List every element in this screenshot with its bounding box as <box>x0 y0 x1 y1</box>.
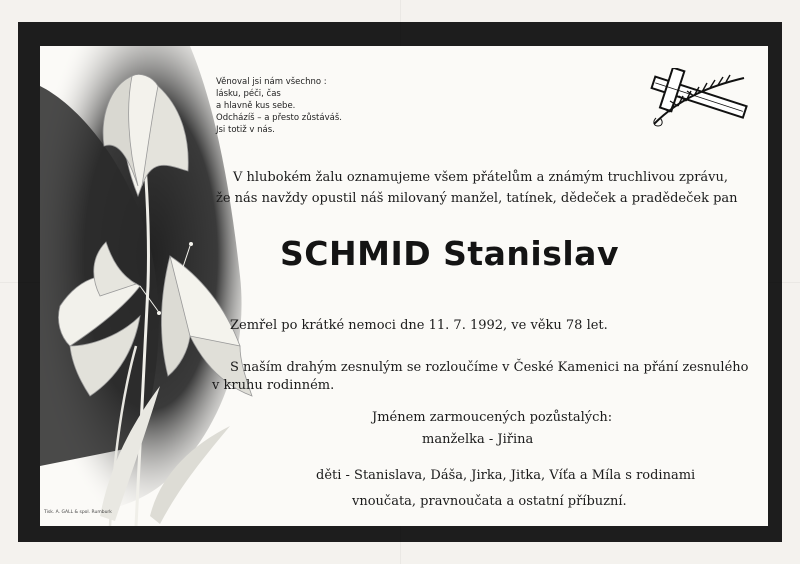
deceased-name: SCHMID Stanislav <box>280 234 619 273</box>
mourners-intro: Jménem zarmoucených pozůstalých: <box>372 410 613 425</box>
poem <box>216 76 342 136</box>
obituary-card <box>40 46 768 526</box>
farewell-line-2: v kruhu rodinném. <box>212 378 335 393</box>
farewell-line-1: S naším drahým zesnulým se rozloučíme v České Kamenici na přání zesnulého <box>230 360 749 375</box>
mourners-others: vnoučata, pravnoučata a ostatní příbuzní. <box>352 494 627 509</box>
poem-line: Jsi totiž v nás. <box>216 125 275 135</box>
cross-with-palm-icon <box>640 68 750 132</box>
poem-line: Odcházíš – a přesto zůstáváš. <box>216 113 342 123</box>
announcement-line-2: že nás navždy opustil náš milovaný manžel, tatínek, dědeček a pradědeček pan <box>216 191 738 206</box>
poem-line: a hlavně kus sebe. <box>216 101 296 111</box>
poem-line: lásku, péči, čas <box>216 89 281 99</box>
mourners-children: děti - Stanislava, Dáša, Jirka, Jitka, Víťa a Míla s rodinami <box>316 468 696 483</box>
announcement-line-1: V hlubokém žalu oznamujeme všem přátelům a známým truchlivou zprávu, <box>233 170 729 185</box>
death-notice: Zemřel po krátké nemoci dne 11. 7. 1992, ve věku 78 let. <box>230 318 608 333</box>
poem-line: Věnoval jsi nám všechno : <box>216 77 327 87</box>
printer-mark: Tisk. A. GALL & spol. Rumburk <box>44 510 112 515</box>
mourners-spouse: manželka - Jiřina <box>422 432 534 447</box>
